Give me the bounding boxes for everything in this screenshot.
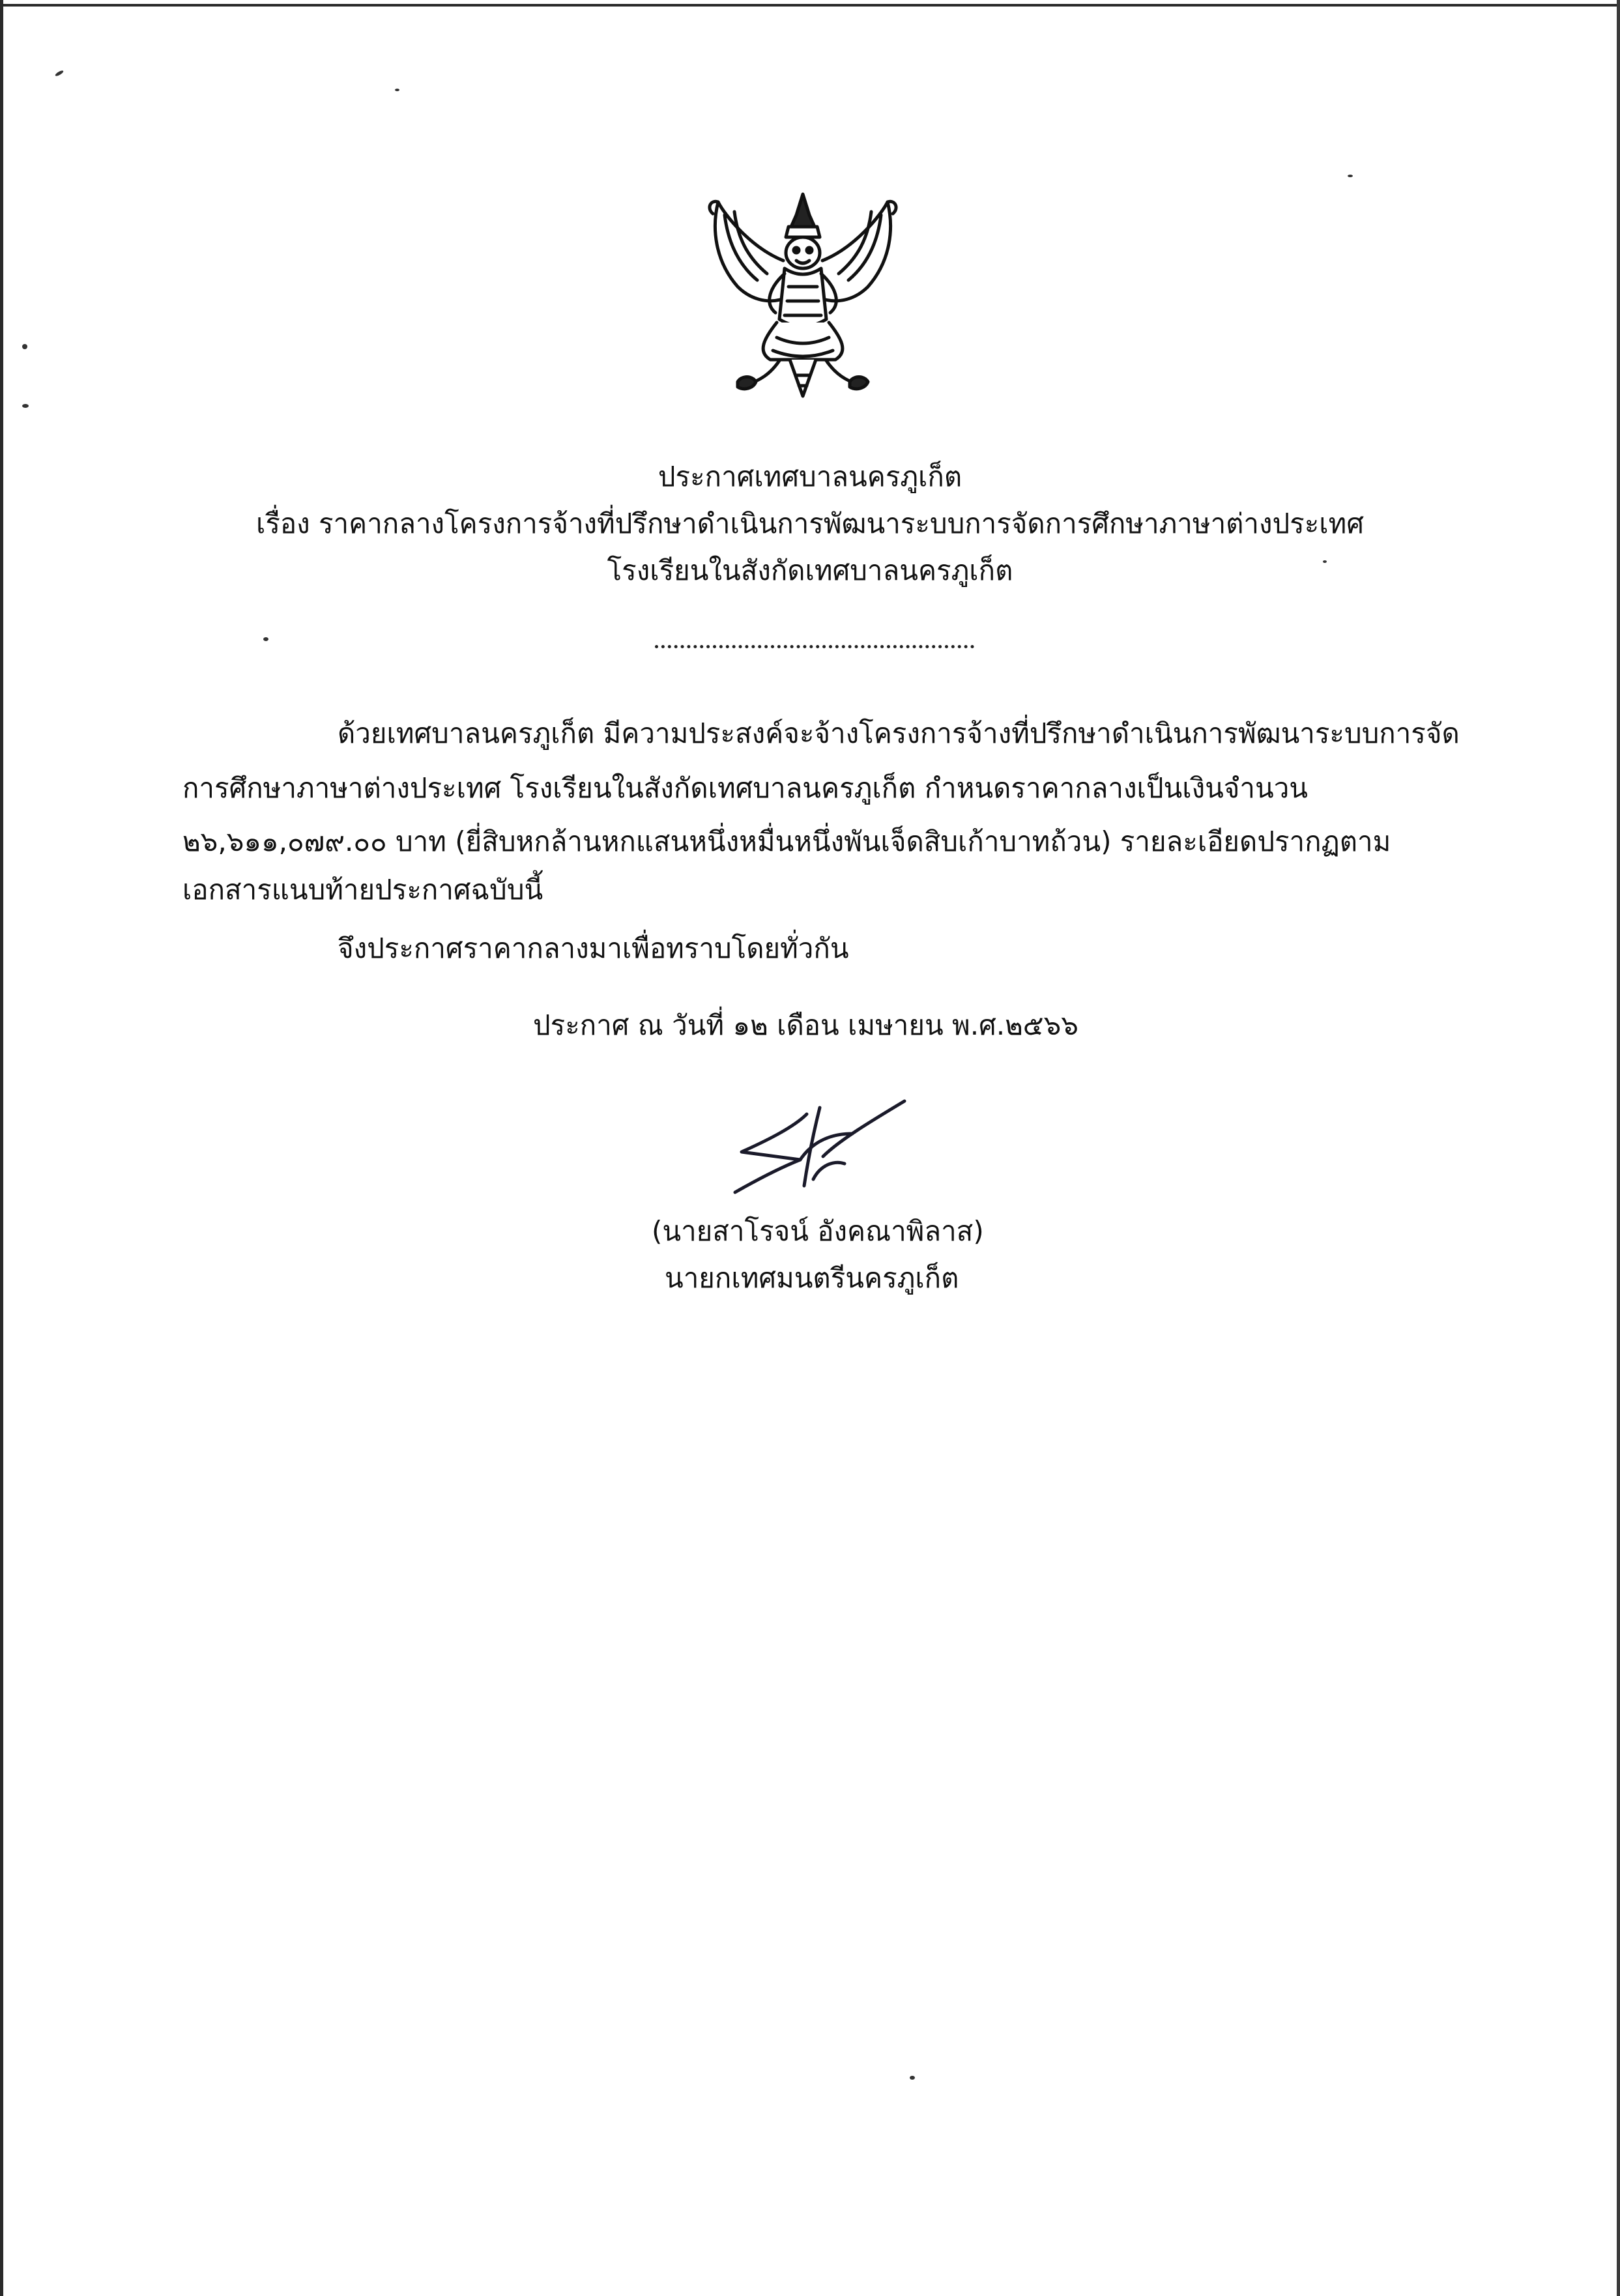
scan-speck — [263, 637, 268, 641]
scan-speck — [22, 344, 27, 349]
scan-speck — [395, 89, 399, 91]
announcement-subject-continued: โรงเรียนในสังกัดเทศบาลนครภูเก็ต — [607, 554, 1013, 586]
announcement-date: ประกาศ ณ วันที่ ๑๒ เดือน เมษายน พ.ศ.๒๕๖๖ — [533, 1009, 1078, 1041]
signer-name: (นายสาโรจน์ อังคณาพิลาส) — [652, 1215, 984, 1247]
scan-border-left — [0, 0, 3, 2296]
scan-speck — [55, 70, 65, 77]
scan-border-right — [1617, 0, 1620, 2296]
scan-speck — [910, 2076, 915, 2080]
dotted-separator — [655, 645, 974, 648]
scan-speck — [22, 404, 29, 408]
scan-speck — [1348, 175, 1353, 177]
handwritten-signature-icon — [722, 1095, 911, 1205]
body-paragraph-line: ด้วยเทศบาลนครภูเก็ต มีความประสงค์จะจ้างโครงการจ้างที่ปรึกษาดำเนินการพัฒนาระบบการจัด — [338, 717, 1460, 749]
body-paragraph-line: การศึกษาภาษาต่างประเทศ โรงเรียนในสังกัดเทศบาลนครภูเก็ต กำหนดราคากลางเป็นเงินจำนวน — [182, 772, 1309, 804]
announcement-subject: เรื่อง ราคากลางโครงการจ้างที่ปรึกษาดำเนินการพัฒนาระบบการจัดการศึกษาภาษาต่างประเทศ — [255, 508, 1364, 539]
closing-statement: จึงประกาศราคากลางมาเพื่อทราบโดยทั่วกัน — [338, 932, 849, 964]
garuda-emblem-icon — [699, 189, 907, 410]
announcement-title: ประกาศเทศบาลนครภูเก็ต — [658, 461, 962, 493]
scan-border-top — [0, 0, 1620, 7]
signer-title: นายกเทศมนตรีนครภูเก็ต — [665, 1262, 959, 1294]
body-paragraph-line: เอกสารแนบท้ายประกาศฉบับนี้ — [182, 874, 543, 906]
scan-speck — [1323, 560, 1327, 563]
body-paragraph-line: ๒๖,๖๑๑,๐๗๙.๐๐ บาท (ยี่สิบหกล้านหกแสนหนึ่งหมื่นหนึ่งพันเจ็ดสิบเก้าบาทถ้วน) รายละเอียดปรากฏตาม — [182, 825, 1391, 857]
